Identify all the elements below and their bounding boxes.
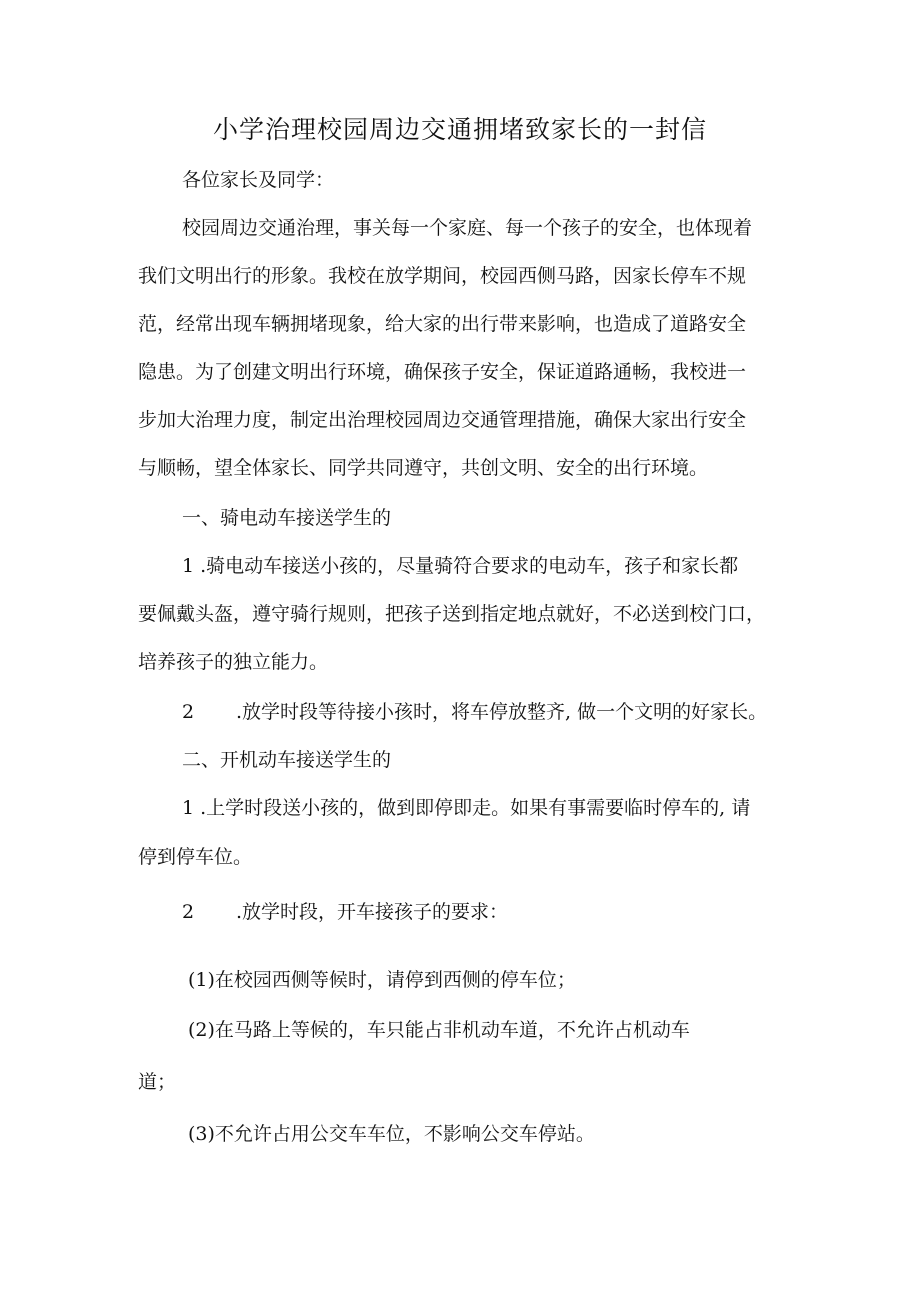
sub-item-continuation: 道； bbox=[138, 1071, 177, 1093]
item-text-line: 要佩戴头盔，遵守骑行规则，把孩子送到指定地点就好，不必送到校门口， bbox=[138, 603, 766, 625]
item-text: .放学时段，开车接孩子的要求： bbox=[236, 901, 509, 923]
item-text: .骑电动车接送小孩的，尽量骑符合要求的电动车，孩子和家长都 bbox=[200, 555, 739, 577]
greeting: 各位家长及同学： bbox=[182, 169, 335, 191]
intro-line: 与顺畅，望全体家长、同学共同遵守，共创文明、安全的出行环境。 bbox=[138, 457, 709, 479]
item-text-line: 停到停车位。 bbox=[138, 846, 253, 868]
item-text: .放学时段等待接小孩时，将车停放整齐, 做一个文明的好家长。 bbox=[236, 701, 768, 723]
intro-line: 隐患。为了创建文明出行环境，确保孩子安全，保证道路通畅，我校进一 bbox=[138, 361, 747, 383]
sub-item: (1)在校园西侧等候时，请停到西侧的停车位； bbox=[188, 969, 576, 991]
intro-line: 我们文明出行的形象。我校在放学期间，校园西侧马路，因家长停车不规 bbox=[138, 265, 747, 287]
item-text-line: 培养孩子的独立能力。 bbox=[138, 651, 329, 673]
page-title: 小学治理校园周边交通拥堵致家长的一封信 bbox=[212, 115, 707, 144]
item-number: 2 bbox=[182, 901, 195, 923]
item-number: 1 bbox=[182, 555, 195, 577]
intro-line: 步加大治理力度，制定出治理校园周边交通管理措施，确保大家出行安全 bbox=[138, 409, 747, 431]
intro-line: 校园周边交通治理，事关每一个家庭、每一个孩子的安全，也体现着 bbox=[182, 217, 753, 239]
sub-item: (2)在马路上等候的，车只能占非机动车道，不允许占机动车 bbox=[188, 1019, 690, 1041]
item-number: 1 bbox=[182, 797, 195, 819]
sub-item: (3)不允许占用公交车车位，不影响公交车停站。 bbox=[188, 1123, 595, 1145]
intro-line: 范，经常出现车辆拥堵现象，给大家的出行带来影响，也造成了道路安全 bbox=[138, 313, 747, 335]
section1-heading: 一、骑电动车接送学生的 bbox=[182, 507, 392, 529]
section2-heading: 二、开机动车接送学生的 bbox=[182, 749, 392, 771]
item-number: 2 bbox=[182, 701, 195, 723]
item-text: .上学时段送小孩的，做到即停即走。如果有事需要临时停车的, 请 bbox=[200, 797, 751, 819]
